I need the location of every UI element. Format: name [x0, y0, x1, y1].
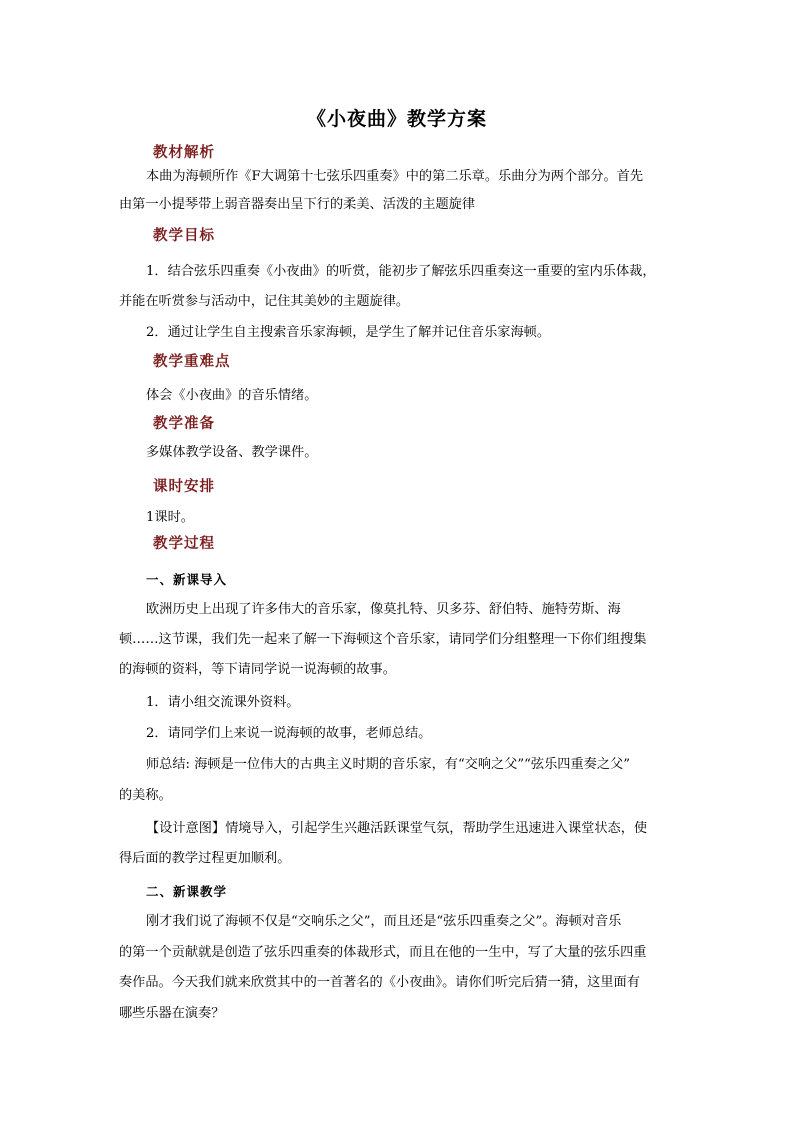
intro-para-line-3: 的海顿的资料，等下请同学说一说海顿的故事。	[119, 662, 396, 677]
new-lesson-line-2: 的第一个贡献就是创造了弦乐四重奏的体裁形式，而且在他的一生中，写了大量的弦乐四重	[119, 945, 647, 960]
heading-preparation: 教学准备	[153, 415, 215, 432]
new-lesson-line-4: 哪些乐器在演奏？	[119, 1006, 225, 1021]
intro-para-line-2: 顿……这节课，我们先一起来了解一下海顿这个音乐家，请同学们分组整理一下你们组搜集	[119, 632, 647, 647]
heading-schedule: 课时安排	[153, 478, 215, 495]
summary-line-1: 师总结: 海顿是一位伟大的古典主义时期的音乐家，有“交响之父”“弦乐四重奏之父”	[146, 757, 630, 772]
document-title: 《小夜曲》教学方案	[306, 108, 487, 130]
subheading-new-lesson: 二、新课教学	[146, 884, 228, 899]
goal-1-line-1: 1．结合弦乐四重奏《小夜曲》的听赏，能初步了解弦乐四重奏这一重要的室内乐体裁，	[146, 264, 656, 279]
intro-para-line-1: 欧洲历史上出现了许多伟大的音乐家，像莫扎特、贝多芬、舒伯特、施特劳斯、海	[146, 602, 621, 617]
key-difficulties-text: 体会《小夜曲》的音乐情绪。	[146, 388, 318, 403]
preparation-text: 多媒体教学设备、教学课件。	[146, 445, 318, 460]
new-lesson-line-3: 奏作品。今天我们就来欣赏其中的一首著名的《小夜曲》。请你们听完后猜一猜，这里面有	[119, 975, 640, 990]
heading-material-analysis: 教材解析	[153, 144, 215, 161]
intro-item-2: 2．请同学们上来说一说海顿的故事，老师总结。	[146, 726, 432, 741]
goal-1-line-2: 并能在听赏参与活动中，记住其美妙的主题旋律。	[119, 294, 410, 309]
heading-process: 教学过程	[153, 535, 215, 552]
intro-item-1: 1．请小组交流课外资料。	[146, 695, 300, 710]
material-analysis-line-2: 由第一小提琴带上弱音器奏出呈下行的柔美、活泼的主题旋律	[119, 197, 476, 212]
new-lesson-line-1: 刚才我们说了海顿不仅是“交响乐之父”，而且还是“弦乐四重奏之父”。海顿对音乐	[146, 914, 622, 929]
schedule-text: 1课时。	[146, 510, 194, 525]
subheading-intro: 一、新课导入	[146, 572, 228, 587]
summary-line-2: 的美称。	[119, 788, 172, 803]
heading-teaching-goals: 教学目标	[153, 227, 215, 244]
goal-2: 2．通过让学生自主搜索音乐家海顿，是学生了解并记住音乐家海顿。	[146, 325, 551, 340]
design-intent-line-1: 【设计意图】情境导入，引起学生兴趣活跃课堂气氛，帮助学生迅速进入课堂状态，使	[146, 821, 648, 836]
heading-key-difficulties: 教学重难点	[153, 353, 231, 370]
design-intent-line-2: 得后面的教学过程更加顺利。	[119, 851, 291, 866]
material-analysis-line-1: 本曲为海顿所作《F大调第十七弦乐四重奏》中的第二乐章。乐曲分为两个部分。首先	[146, 169, 644, 184]
